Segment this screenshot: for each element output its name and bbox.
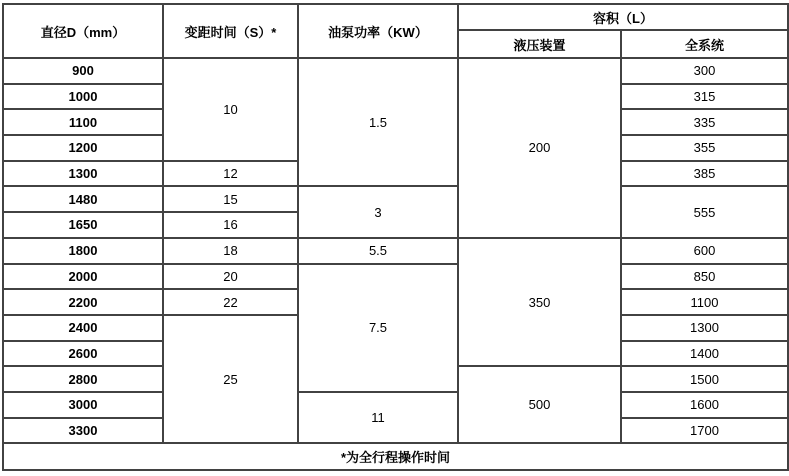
header-pitch-time: 变距时间（S）*: [163, 4, 298, 58]
diameter-cell: 3300: [3, 418, 163, 444]
diameter-cell: 2800: [3, 366, 163, 392]
diameter-cell: 1100: [3, 109, 163, 135]
header-diameter: 直径D（mm）: [3, 4, 163, 58]
diameter-cell: 2600: [3, 341, 163, 367]
diameter-cell: 1480: [3, 186, 163, 212]
header-volume-hydraulic: 液压装置: [458, 30, 621, 58]
spec-table-header: [3, 4, 788, 58]
hydraulic-volume-cell: 500: [458, 366, 621, 443]
system-volume-cell: 300: [621, 58, 788, 84]
pitch-time-cell: 25: [163, 315, 298, 443]
diameter-cell: 2000: [3, 264, 163, 290]
system-volume-cell: 555: [621, 186, 788, 237]
pitch-time-cell: 10: [163, 58, 298, 161]
table-row: [3, 58, 788, 84]
hydraulic-volume-cell: 350: [458, 238, 621, 366]
hydraulic-volume-cell: 200: [458, 58, 621, 238]
system-volume-cell: 1100: [621, 289, 788, 315]
system-volume-cell: 1400: [621, 341, 788, 367]
diameter-cell: 1800: [3, 238, 163, 264]
diameter-cell: 2200: [3, 289, 163, 315]
footnote: *为全行程操作时间: [3, 443, 788, 470]
system-volume-cell: 335: [621, 109, 788, 135]
pitch-time-cell: 15: [163, 186, 298, 212]
spec-table-footer: [3, 443, 788, 470]
pitch-time-cell: 12: [163, 161, 298, 187]
diameter-cell: 1300: [3, 161, 163, 187]
header-volume-system: 全系统: [621, 30, 788, 58]
diameter-cell: 2400: [3, 315, 163, 341]
header-volume-group: 容积（L）: [458, 4, 788, 30]
table-row: [3, 186, 788, 212]
pump-power-cell: 1.5: [298, 58, 458, 186]
diameter-cell: 3000: [3, 392, 163, 418]
table-row: [3, 264, 788, 290]
system-volume-cell: 315: [621, 84, 788, 110]
pump-power-cell: 7.5: [298, 264, 458, 392]
pitch-time-cell: 16: [163, 212, 298, 238]
pump-power-cell: 3: [298, 186, 458, 237]
header-pump-power: 油泵功率（KW）: [298, 4, 458, 58]
diameter-cell: 1000: [3, 84, 163, 110]
spec-table-body: [3, 58, 788, 443]
table-row: [3, 392, 788, 418]
system-volume-cell: 385: [621, 161, 788, 187]
system-volume-cell: 1300: [621, 315, 788, 341]
system-volume-cell: 600: [621, 238, 788, 264]
pump-power-cell: 5.5: [298, 238, 458, 264]
table-row: [3, 238, 788, 264]
pump-power-cell: 11: [298, 392, 458, 443]
system-volume-cell: 1600: [621, 392, 788, 418]
pitch-time-cell: 18: [163, 238, 298, 264]
system-volume-cell: 355: [621, 135, 788, 161]
diameter-cell: 900: [3, 58, 163, 84]
pitch-time-cell: 20: [163, 264, 298, 290]
diameter-cell: 1650: [3, 212, 163, 238]
pitch-time-cell: 22: [163, 289, 298, 315]
system-volume-cell: 850: [621, 264, 788, 290]
system-volume-cell: 1700: [621, 418, 788, 444]
system-volume-cell: 1500: [621, 366, 788, 392]
spec-table: [2, 3, 789, 471]
diameter-cell: 1200: [3, 135, 163, 161]
